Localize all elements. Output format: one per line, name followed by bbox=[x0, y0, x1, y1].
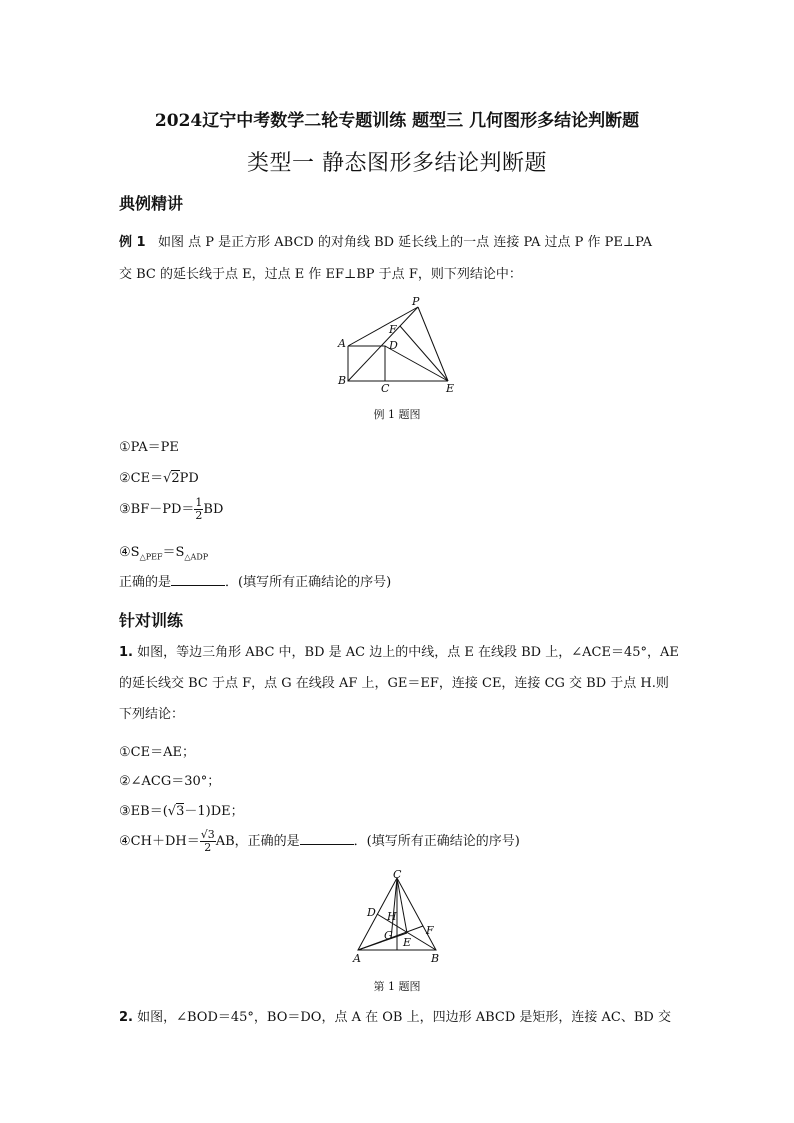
point-label-a: A bbox=[338, 337, 346, 350]
point-label-h: H bbox=[387, 910, 397, 923]
answer-blank[interactable] bbox=[171, 573, 225, 586]
segment-bp bbox=[348, 307, 418, 381]
question-1-conclusion-3: ③EB＝(√3－1)DE； bbox=[119, 804, 244, 819]
practice-section-heading: 针对训练 bbox=[119, 611, 184, 630]
segment-pe bbox=[418, 307, 448, 381]
segment-ap bbox=[348, 307, 418, 346]
point-label-p: P bbox=[412, 296, 420, 308]
point-label-f: F bbox=[426, 924, 434, 937]
question-1-conclusion-2: ②∠ACG＝30°； bbox=[119, 774, 221, 789]
point-label-g: G bbox=[384, 929, 393, 942]
question-1-answer-blank[interactable] bbox=[300, 832, 354, 845]
example-answer-line: 正确的是 ．(填写所有正确结论的序号) bbox=[119, 575, 392, 590]
question-1-conclusion-1: ①CE＝AE； bbox=[119, 745, 195, 760]
question-1-figure bbox=[345, 868, 445, 968]
question-2-text: 2. 如图，∠BOD＝45°，BO＝DO，点 A 在 OB 上，四边形 ABCD 是矩形，连接 AC、BD 交 bbox=[119, 1010, 671, 1025]
point-label-e: E bbox=[403, 936, 412, 949]
example-conclusion-3: ③BF－PD＝ $\frac{1}{2}$ BD bbox=[119, 496, 224, 522]
example-figure bbox=[330, 296, 470, 396]
segment-fe bbox=[400, 326, 448, 381]
question-1-number: 1. bbox=[119, 645, 133, 660]
example-text-line1: 如图 点 P 是正方形 ABCD 的对角线 BD 延长线上的一点 连接 PA 过点 P 作 PE⊥PA bbox=[157, 235, 653, 250]
point-label-d: D bbox=[389, 339, 398, 352]
point-label-a: A bbox=[353, 952, 361, 965]
question-2-number: 2. bbox=[119, 1010, 133, 1025]
point-label-b: B bbox=[431, 952, 440, 965]
point-label-b: B bbox=[338, 374, 347, 387]
question-1-text: 1. 如图，等边三角形 ABC 中，BD 是 AC 边上的中线，点 E 在线段 BD 上，∠ACE＝45°，AE 的延长线交 BC 于点 F，点 G 在线段 AF 上，GE＝EF，连接 CE，连接 CG 交 BD 于点 H.则 下列结论： bbox=[119, 645, 679, 722]
point-label-e: E bbox=[446, 382, 455, 395]
example-conclusion-1: ①PA＝PE bbox=[119, 440, 179, 455]
point-label-d: D bbox=[367, 906, 376, 919]
question-1-conclusion-4: ④CH＋DH＝ $\frac{√3}{2}$ AB，正确的是 ．(填写所有正确结论的序号) bbox=[119, 828, 520, 854]
type-title: 类型一 静态图形多结论判断题 bbox=[247, 151, 547, 176]
example-conclusion-2: ②CE＝√2PD bbox=[119, 471, 199, 486]
example-label: 例 1 bbox=[119, 235, 146, 250]
document-title: 2024辽宁中考数学二轮专题训练 题型三 几何图形多结论判断题 bbox=[154, 111, 640, 131]
example-section-heading: 典例精讲 bbox=[119, 194, 184, 213]
example-figure-caption: 例 1 题图 bbox=[373, 408, 421, 421]
point-label-c: C bbox=[381, 382, 390, 395]
question-1-figure-caption: 第 1 题图 bbox=[373, 980, 421, 993]
example-conclusion-4: $④S_{\triangle PEF}=S_{\triangle ADP}$ bbox=[119, 545, 209, 562]
point-label-f: F bbox=[389, 323, 397, 336]
example-text bbox=[119, 233, 679, 285]
point-label-c: C bbox=[393, 868, 402, 881]
example-text-line2: 交 BC 的延长线于点 E，过点 E 作 EF⊥BP 于点 F，则下列结论中： bbox=[119, 267, 522, 282]
